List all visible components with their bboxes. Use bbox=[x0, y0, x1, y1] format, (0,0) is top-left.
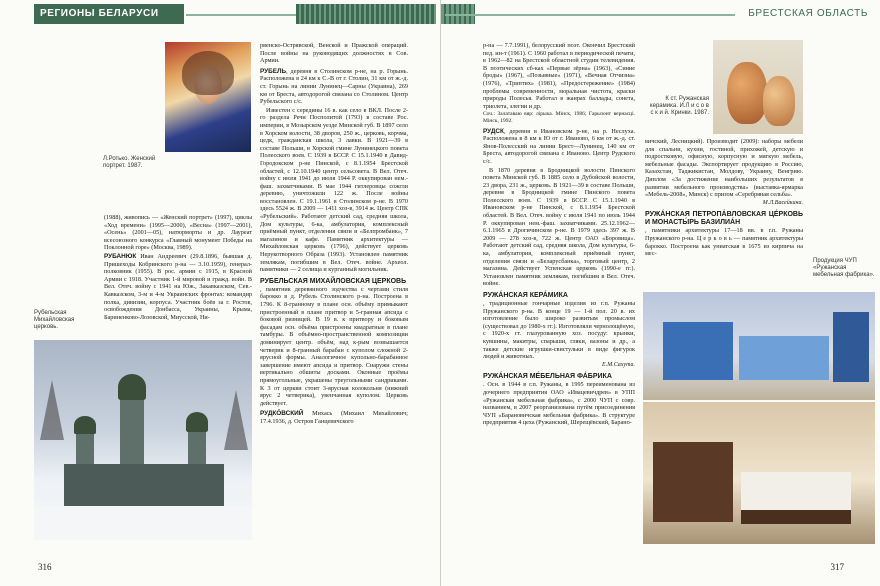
rudkovsky-entry-title: РУДКО́ВСКИЙ bbox=[260, 410, 304, 418]
furniture-entry-title: РУЖА́НСКАЯ МЕ́БЕЛЬНАЯ ФА́БРИКА bbox=[483, 373, 612, 381]
rudsk-entry-history: В 1870 деревня в Бродницкой волости Пинского повета Минской губ. В 1885 село в Дубойской волости, 23 двора, 231 ж., церковь. В 1921—39 в составе Польши, деревня в Бродницкой гмине Пинского повета Полесского воев. С 1939 в БССР. С 15.1.1940 в Ивановском р-не Пинской, с 8.1.1954 Брестской областей. В Вел. Отеч. войну с июля 1941 по июль 1944 Р. оккупирован нем.-фаш. захватчиками. 25.12.1962—6.1.1965 в Дрогичинском р-не. В 1979 здесь 397 ж. В 2009 — 278 хоз-в, 722 ж. Центр ОАО «Боровица». Работают детский сад, средняя школа, Дом культуры, 6-ка, амбулатория, комплексный приёмный пункт, отделения связи и «Беларусбанка», торговый центр, 2 магазина. Действует Успенская церковь (1990-е гг.). Установлен памятник землякам, погибшим в Вел. Отеч. войне. bbox=[483, 166, 635, 288]
rubel-entry-history: Известен с середины 16 в. как село в ВКЛ. После 2-го раздела Речи Посполитой (1793) в составе Рос. империи, в Мозырском уезде Минской губ. В 1897 село в Хорском волости, 38 дворов, 250 ж., церковь, корчма, цедк, гражданская школа, 3 лавки. В 1921—39 в составе Польши, в Хорской гмине Лунинецкого повета Полесского воев. С 1939 в БССР. С 15.1.1940 в Давид-Городокском р-не Пинской, с 8.1.1954 Брестской областей, с 12.10.1940 центр сельсовета. В Вел. Отеч. войну с июля 1941 до июля 1944 Р. оккупирован нем.-фаш. захватчиками. В мае 1944 гитлеровцы сожгли деревню, уничтожили 122 ж. После войны восстановлен. С 19.1.1961 в Столинском р-не. В 1970 здесь 5524 ж. В 2009 — 1411 хоз-в, 3914 ж. Центр СПК «Рубельский». Работают детский сад, средняя школа, Дом культуры, 6-ка, амбулатория, комплексный приёмный пункт, отделения связи и «Белпромбанк», 7 магазинов и кафе. Памятник архитектуры — Михайловская церковь (1796), действует церковь Нерукотворного Образа (1993). Установлен памятник землякам, погибшим в Вел. Отеч. войне. Археол. памятники — 2 селища и курганный могильник. bbox=[260, 106, 408, 274]
furniture-room-photo-top bbox=[643, 292, 875, 400]
rudsk-entry-intro: , деревня в Ивановском р-не, на р. Неслуха. Расположена в 8 км к Ю от г. Иваново, 6 км от ж.-д. ст. Янов-Полесский на линии Брест—Лунинец, 140 км от Бреста, автодорогой связана с Иваново. Центр Рудского с/с. bbox=[483, 127, 635, 165]
right-column-1 bbox=[483, 42, 635, 542]
right-header-rule bbox=[445, 14, 735, 16]
left-column-1 bbox=[104, 214, 252, 340]
rudsk-entry-title: РУДСК bbox=[483, 127, 504, 135]
furniture-entry-continuation: вичский, Лесницкий). Производит (2009): наборы мебели для спальни, кухни, гостиной, прихожей, детскую и подростковую, офисную, корпусную и мягкую мебель, мебельные фасады. Экспортирует продукцию в Россию, Казахстан, Таджикистан, Молдову, Украину, Венгрию. Диплом «За достижение наибольших результатов в развитии мебельного производства» (выставка-ярмарка «Мебель-2008», Минск) с призом «Серебряная сельба». bbox=[645, 138, 803, 199]
right-column-2 bbox=[645, 138, 803, 288]
rudkovsky-works-source: Соч.: Залатаваю вяр: лірыка. Мінск, 1986; Гарызонт вернасці. Мінск, 1992. bbox=[483, 111, 635, 124]
church-entry-text: , памятник деревянного зодчества с чертами стиля барокко в д. Рубель Столинского р-на. Построена в 1796. К 8-гранному в плане осн. объёму примыкают пристроенный в плане притвор и 5-гранная апсида с боковой ризницей. В 19 в. к притвору и боковым фасадам осн. объёма пристроены квадратные в плане тамбуры. В объёмно-пространственной композиции доминирует центр. объём, над к-рым возвышается четверик и 8-гранный барабан с куполом сложной 2-яруcной формы. Аналогичное купольно-барабанное завершение имеют апсида и притвор. Снаружи стены вертикально обшиты досками. Оконные проёмы прямоугольные, украшены треугольными сандриками. К 3 от церкви стоит 3-ярусная колокольня (нижний ярус 2 четверика), увенчанная куполом. Церковь действует. bbox=[260, 285, 408, 407]
portrait-caption: Л.Ротько. Женский портрет. 1987. bbox=[103, 156, 156, 169]
church-caption: Рубельская Михайловская церковь. bbox=[34, 310, 75, 330]
right-running-header: БРЕСТСКАЯ ОБЛАСТЬ bbox=[748, 8, 868, 19]
church-photo-image bbox=[34, 340, 252, 540]
rudkovsky-entry-text: Михась (Михаил Михайлович; 17.4.1936, д. Остров Ганцевичского bbox=[260, 410, 408, 425]
furniture-room-photo-bottom bbox=[643, 402, 875, 544]
ceramic-jugs-image bbox=[713, 40, 803, 134]
artist-bio-continuation: (1988), живопись — «Женский портрет» (1997), циклы «Ход времени» (1995—2000), «Весна» (1997—2001), «Осень» (2001—05), натюрморты и др. Лауреат всесоюзного конкурса «Главный монумент Победы на Поклонной горе» (Москва, 1989). bbox=[104, 214, 252, 252]
ceramics-entry-text: , традиционные гончарные изделия из г.п. Ружаны Пружанского р-на. В конце 19 — 1-й пол. 20 в. их изготовление было широко развитым промыслом (существовал до 1980-х гг.). Изготовляли чернолощёную, с 1920-х гг. глазурованную хоз. посуду: крынки, кувшины, макитры, спарыши, гляки, вазоны и др., а также детские игрушки-свистульки в виде фигурок людей и животных. bbox=[483, 300, 635, 361]
ceramics-entry-title: РУЖА́НСКАЯ КЕРА́МИКА bbox=[483, 292, 568, 299]
left-header-band bbox=[296, 4, 436, 24]
rubel-entry-intro: , деревня в Столинском р-не, на р. Горынь. Расположена в 24 км к С.-В от г. Столин, 31 км от ж.-д. ст. Горынь на линии Лунинец—Сарны (Украина), 269 км от Бреста, автодорогой связана со Столином. Центр Рубельского с/с. bbox=[260, 67, 408, 106]
portrait-painting-image bbox=[165, 42, 251, 152]
left-running-header: РЕГИОНЫ БЕЛАРУСИ bbox=[34, 4, 184, 24]
left-column-2 bbox=[260, 42, 408, 542]
right-page bbox=[440, 0, 880, 586]
rubanuk-entry-title: РУБАНЮК bbox=[104, 252, 137, 260]
furniture-author: М.Л.Васейкина. bbox=[762, 199, 803, 206]
rubanuk-entry-continuation: рвенско-Острявской, Венской и Пражской операций. После войны на руководящих должностях в Сов. Армии. bbox=[260, 42, 408, 65]
ceramic-jugs-caption: К ст. Ружанская керамика. И.Л и с о в с к и й. Кринки. 1987. bbox=[649, 96, 709, 116]
left-page-number: 316 bbox=[38, 562, 52, 572]
basilians-entry-title: РУЖА́НСКАЯ ПЕТРОПА́ВЛОВСКАЯ ЦЕ́РКОВЬ И МОНАСТЫ́РЬ БАЗИЛИА́Н bbox=[645, 211, 803, 227]
furniture-caption: Продукция ЧУП «Ружанская мебельная фабрика». bbox=[813, 258, 875, 278]
basilians-entry-text: , памятники архитектуры 17—18 вв. в г.п. Ружаны Пружанского р-на. Ц е р к о в ь — памятник архитектуры барокко. Построена как униатская в 1675 из кирпича на мес- bbox=[645, 227, 803, 258]
ceramics-author: Е.М.Сахута. bbox=[602, 361, 635, 368]
furniture-entry-text: . Осн. в 1944 в г.п. Ружаны, в 1995 переименована из дочернего предприятия ОАО «Ивацевичдрев» в УПП «Ружанская мебельная фабрика», с 2000 ЧУП с совр. названием, в 2007 реорганизована путём присоединения ЧУП «Барановичская мебельная фабрика». В структуре предприятия 4 цеха (Ружанский, Шерещёвский, Барано- bbox=[483, 381, 635, 427]
rubanuk-entry-text: Иван Андреевич (29.8.1896, бывшая д. Пришеходы Кобринского р-на — 3.10.1959), генерал-полковник (1955). В рос. армии с 1915, в Красной Армии с 1918. Участник 1-й мировой и гражд. войн. В Вел. Отеч. войну с 1941 на Юж., Закавказском, Сев.-Кавказском, 3-м и 4-м Украинских фронтах: командир полка, дивизии, корпуса. Участник боёв за г. Ростов, освобождения Донбасса, Украины, Крыма, Бариненково-Лозовской, Миусской, Ни- bbox=[104, 252, 252, 321]
right-page-number: 317 bbox=[830, 562, 844, 572]
rubel-entry-title: РУБЕЛЬ bbox=[260, 67, 287, 75]
church-entry-title: РУБЕЛЬСКАЯ МИХАЙЛОВСКАЯ ЦЕРКОВЬ bbox=[260, 277, 407, 285]
rudkovsky-entry-continuation: р-на — 7.7.1991), белорусский поэт. Окончил Брестский пед. ин-т (1961). С 1960 работал в периодической печати, в 1962—82 на Брестской областной студии телевидения. В поэтических сб-ках «Первые зёрна» (1963), «Синие броды» (1967), «Позывные» (1971), «Вечная Отчизна» (1976), «Триптих» (1981), «Предостережение» (1984) проблемы современности, моральная чистота, краски природы Полесья. Работал в жанрах баллады, сонета, триолета, элегии и др. bbox=[483, 42, 635, 110]
